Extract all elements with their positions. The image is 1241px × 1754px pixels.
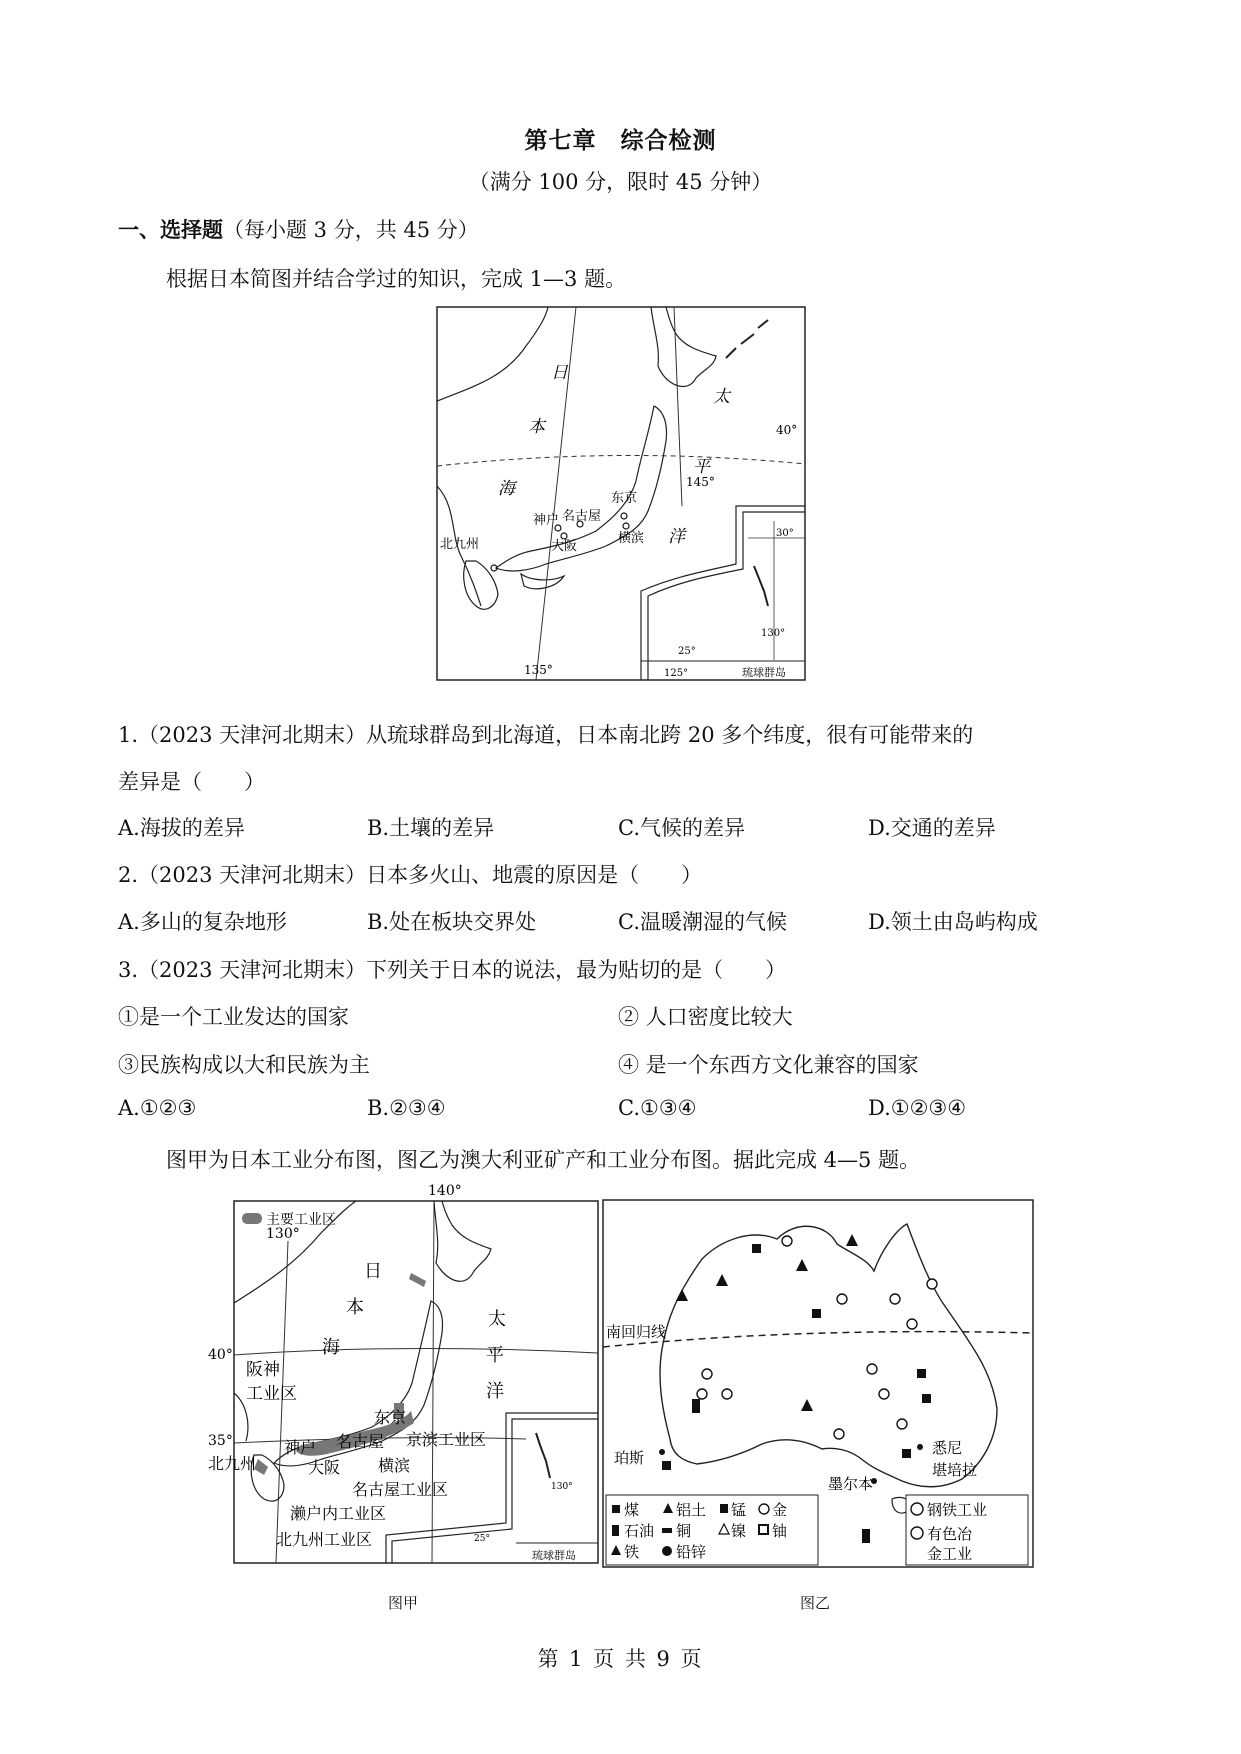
inset-name: 琉球群岛 — [742, 666, 786, 679]
q1-option-d: D.交通的差异 — [868, 816, 996, 840]
yi-legend-steel: 钢铁工业 — [927, 1501, 988, 1519]
inset-lon-125: 125° — [664, 668, 689, 679]
q3-statement-3: ③民族构成以大和民族为主 — [118, 1053, 370, 1077]
yi-legend-gold: 金 — [772, 1501, 788, 1519]
intro-1: 根据日本简图并结合学过的知识，完成 1—3 题。 — [166, 267, 627, 291]
city-tokyo: 东京 — [611, 491, 638, 506]
jia-kitakyushu: 北九州 — [208, 1454, 257, 1473]
q1-option-c: C.气候的差异 — [618, 816, 745, 840]
sea-char-1: 日 — [551, 363, 568, 383]
inset-lon-130: 130° — [761, 628, 786, 639]
q3-statement-2: ② 人口密度比较大 — [618, 1005, 793, 1029]
q2-option-c: C.温暖潮湿的气候 — [618, 910, 787, 934]
section-heading — [118, 214, 479, 244]
yi-perth: 珀斯 — [614, 1449, 645, 1467]
jia-setouchi: 濑户内工业区 — [290, 1504, 387, 1523]
jia-nagoya-zone: 名古屋工业区 — [352, 1480, 449, 1499]
section-label: 一、选择题 — [118, 217, 223, 242]
yi-sydney: 悉尼 — [932, 1439, 963, 1457]
jia-tokyo: 东京 — [374, 1408, 407, 1427]
yi-legend-nonferrous-2: 金工业 — [927, 1545, 973, 1563]
yi-canberra: 堪培拉 — [932, 1461, 978, 1479]
japan-map — [436, 306, 806, 681]
q3-option-c: C.①③④ — [618, 1096, 697, 1120]
jia-kobe: 神户 — [284, 1438, 317, 1457]
page-title: 第七章 综合检测 — [524, 127, 717, 154]
yi-melbourne: 墨尔本 — [828, 1475, 874, 1493]
lat-40-label: 40° — [776, 423, 798, 437]
jia-ocean-char-3: 洋 — [486, 1381, 504, 1402]
jia-hanshin-2: 工业区 — [246, 1384, 297, 1404]
australia-map — [602, 1199, 1034, 1568]
yi-legend-manganese: 锰 — [731, 1501, 747, 1519]
q3-option-d: D.①②③④ — [868, 1096, 967, 1120]
city-yokohama: 横滨 — [618, 531, 645, 546]
ocean-char-3: 洋 — [668, 527, 685, 547]
q2-option-d: D.领土由岛屿构成 — [868, 910, 1038, 934]
q1-line1: 1.（2023 天津河北期末）从琉球群岛到北海道，日本南北跨 20 多个纬度，很有可能带来的 — [118, 723, 974, 747]
q1-option-b: B.土壤的差异 — [367, 816, 495, 840]
yi-legend-nonferrous-1: 有色冶 — [927, 1525, 973, 1543]
lon-145-label: 145° — [686, 475, 715, 489]
yi-legend-uranium: 铀 — [772, 1522, 788, 1540]
ocean-char-1: 太 — [713, 387, 730, 407]
jia-hanshin-1: 阪神 — [246, 1360, 280, 1380]
japan-industry-map — [206, 1183, 601, 1568]
intro-2: 图甲为日本工业分布图，图乙为澳大利亚矿产和工业分布图。据此完成 4—5 题。 — [166, 1148, 921, 1172]
section-note: （每小题 3 分，共 45 分） — [223, 218, 479, 242]
sea-char-2: 本 — [528, 417, 545, 437]
yi-tropic: 南回归线 — [606, 1323, 667, 1341]
jia-inset-name: 琉球群岛 — [532, 1549, 576, 1562]
q1-option-a: A.海拔的差异 — [118, 816, 245, 840]
jia-inset-lat-25: 25° — [474, 1534, 490, 1544]
jia-kitakyushu-zone: 北九州工业区 — [276, 1530, 373, 1549]
yi-legend-nickel: 镍 — [731, 1522, 747, 1540]
yi-legend-copper: 铜 — [676, 1522, 692, 1540]
jia-inset-lon-130: 130° — [551, 1482, 573, 1492]
q2-option-a: A.多山的复杂地形 — [118, 910, 287, 934]
q1-line2: 差异是（ ） — [118, 770, 265, 794]
jia-legend-label: 主要工业区 — [266, 1212, 336, 1228]
yi-legend-iron: 铁 — [624, 1543, 640, 1561]
page-subtitle: （满分 100 分，限时 45 分钟） — [468, 170, 773, 194]
inset-lat-30: 30° — [776, 528, 794, 539]
jia-sea-char-3: 海 — [322, 1337, 340, 1358]
inset-lat-25: 25° — [678, 646, 696, 657]
jia-lon-140: 140° — [428, 1183, 462, 1199]
q3-option-a: A.①②③ — [118, 1096, 197, 1120]
jia-ocean-char-2: 平 — [486, 1345, 504, 1366]
ocean-char-2: 平 — [693, 457, 710, 477]
city-osaka: 大阪 — [551, 539, 578, 554]
q2-line1: 2.（2023 天津河北期末）日本多火山、地震的原因是（ ） — [118, 863, 703, 887]
yi-legend-oil: 石油 — [624, 1522, 655, 1540]
jia-lat-35: 35° — [208, 1433, 233, 1449]
city-kobe: 神户 — [533, 513, 560, 528]
q3-statement-1: ①是一个工业发达的国家 — [118, 1005, 349, 1029]
jia-lat-40: 40° — [208, 1347, 233, 1363]
sea-char-3: 海 — [498, 479, 515, 499]
city-nagoya: 名古屋 — [562, 509, 602, 524]
city-kitakyushu: 北九州 — [440, 537, 480, 552]
q2-option-b: B.处在板块交界处 — [367, 910, 537, 934]
jia-ocean-char-1: 太 — [488, 1309, 506, 1330]
yi-legend-coal: 煤 — [624, 1501, 640, 1519]
jia-nagoya: 名古屋 — [336, 1432, 385, 1451]
q3-statement-4: ④ 是一个东西方文化兼容的国家 — [618, 1053, 919, 1077]
caption-yi: 图乙 — [800, 1594, 831, 1612]
yi-legend-bauxite: 铝土 — [676, 1501, 707, 1519]
page-footer: 第 1 页 共 9 页 — [537, 1647, 704, 1671]
jia-osaka: 大阪 — [308, 1458, 341, 1477]
lon-135-label: 135° — [524, 663, 553, 677]
jia-yokohama: 横滨 — [378, 1456, 411, 1475]
q3-option-b: B.②③④ — [367, 1096, 446, 1120]
jia-keihin: 京滨工业区 — [406, 1430, 487, 1449]
jia-sea-char-2: 本 — [346, 1297, 364, 1318]
jia-lon-130: 130° — [266, 1226, 300, 1242]
jia-sea-char-1: 日 — [364, 1261, 382, 1282]
caption-jia: 图甲 — [388, 1594, 419, 1612]
yi-legend-leadzinc: 铅锌 — [676, 1543, 707, 1561]
q3-line1: 3.（2023 天津河北期末）下列关于日本的说法，最为贴切的是（ ） — [118, 958, 787, 982]
